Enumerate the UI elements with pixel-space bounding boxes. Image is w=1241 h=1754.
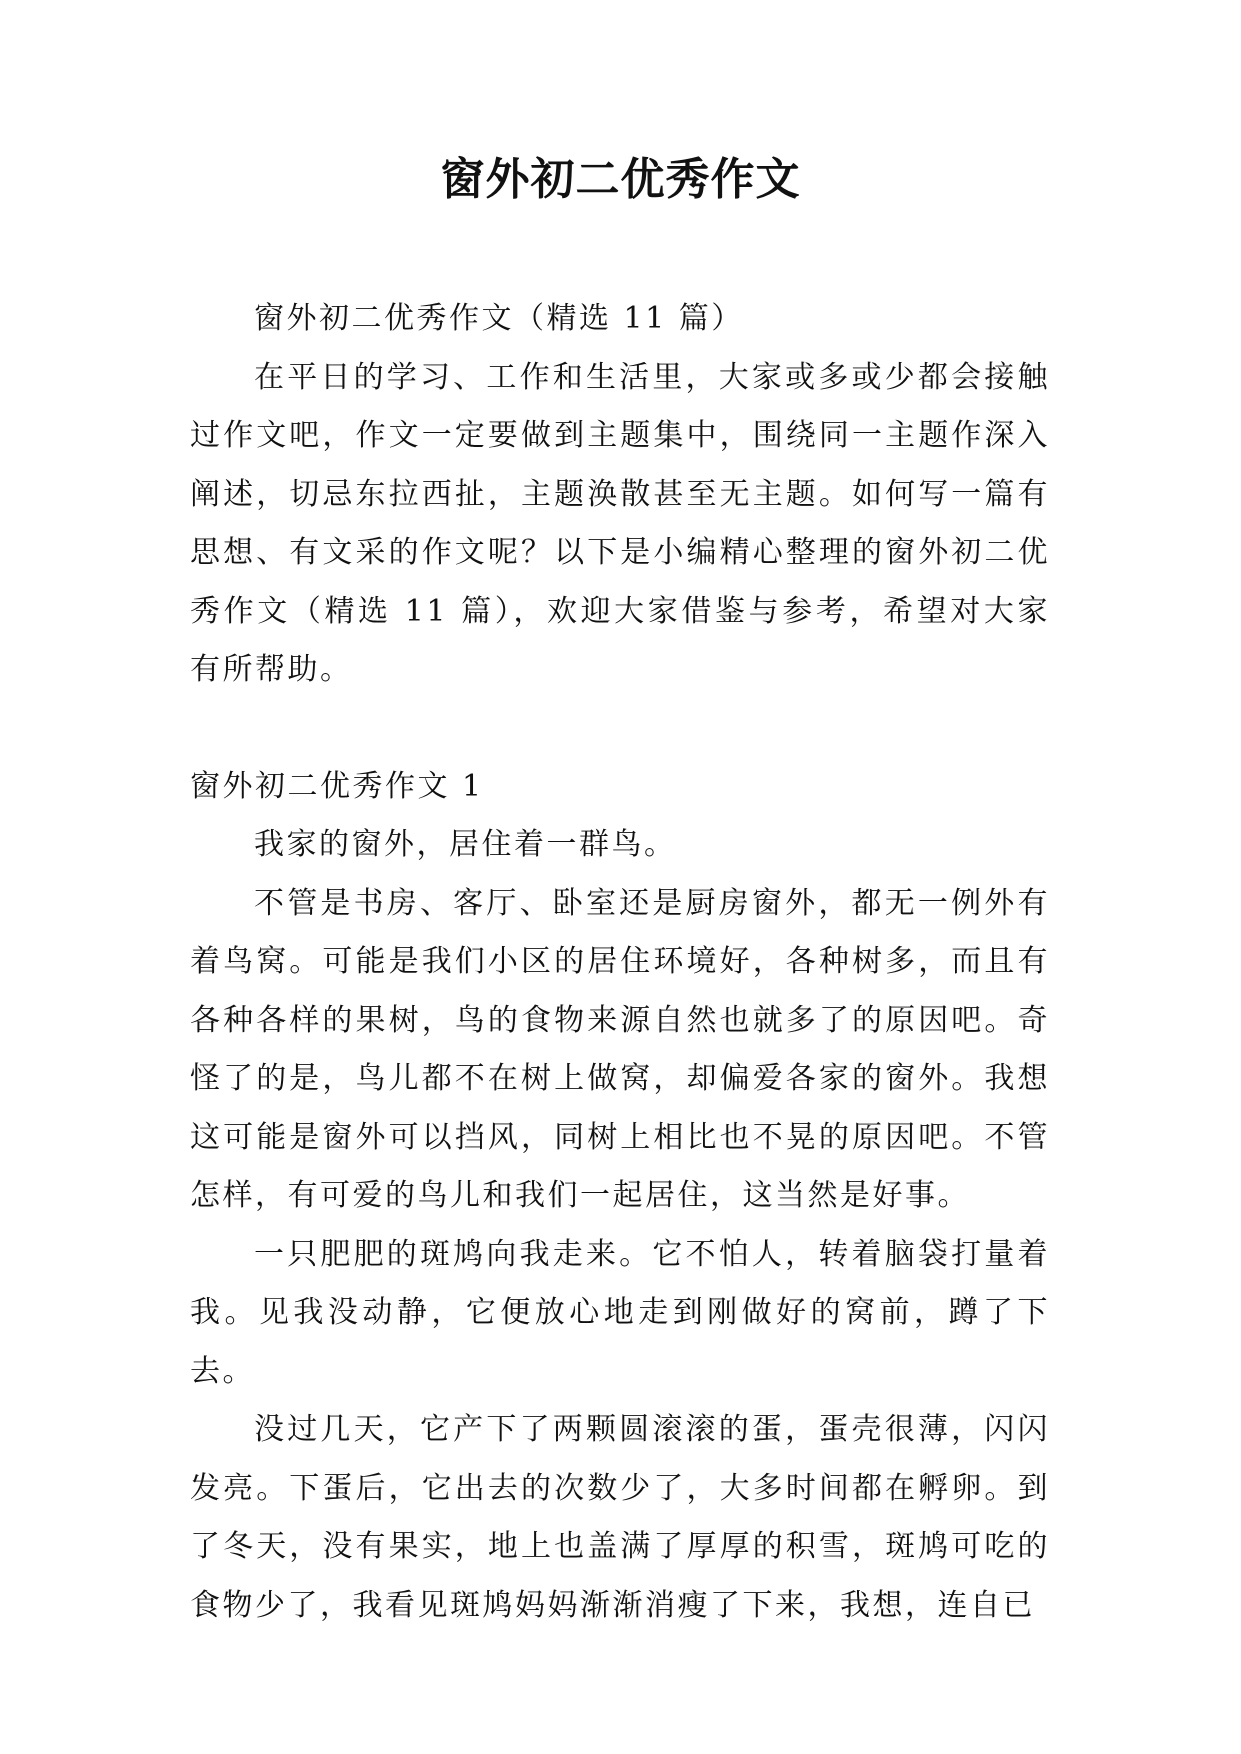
document-body bbox=[190, 290, 1050, 1635]
essay-paragraph-2: 不管是书房、客厅、卧室还是厨房窗外，都无一例外有着鸟窝。可能是我们小区的居住环境好，各种树多，而且有各种各样的果树，鸟的食物来源自然也就多了的原因吧。奇怪了的是，鸟儿都不在树上做窝，却偏爱各家的窗外。我想这可能是窗外可以挡风，同树上相比也不晃的原因吧。不管怎样，有可爱的鸟儿和我们一起居住，这当然是好事。 bbox=[190, 885, 1050, 1213]
section-spacer bbox=[190, 700, 1050, 758]
document-title: 窗外初二优秀作文 bbox=[440, 154, 801, 205]
essay-paragraph-4: 没过几天，它产下了两颗圆滚滚的蛋，蛋壳很薄，闪闪发亮。下蛋后，它出去的次数少了，大多时间都在孵卵。到了冬天，没有果实，地上也盖满了厚厚的积雪，斑鸠可吃的食物少了，我看见斑鸠妈妈渐渐消瘦了下来，我想，连自已 bbox=[190, 1412, 1050, 1623]
section-heading: 窗外初二优秀作文 1 bbox=[190, 768, 484, 804]
essay-paragraph-3: 一只肥肥的斑鸠向我走来。它不怕人，转着脑袋打量着我。见我没动静，它便放心地走到刚做好的窝前，蹲了下去。 bbox=[190, 1236, 1050, 1389]
intro-paragraph: 在平日的学习、工作和生活里，大家或多或少都会接触过作文吧，作文一定要做到主题集中，围绕同一主题作深入阐述，切忌东拉西扯，主题涣散甚至无主题。如何写一篇有思想、有文采的作文呢？以下是小编精心整理的窗外初二优秀作文（精选 11 篇），欢迎大家借鉴与参考，希望对大家有所帮助。 bbox=[190, 359, 1050, 687]
document-subtitle: 窗外初二优秀作文（精选 11 篇） bbox=[254, 301, 744, 336]
essay-paragraph-1: 我家的窗外，居住着一群鸟。 bbox=[254, 827, 677, 862]
